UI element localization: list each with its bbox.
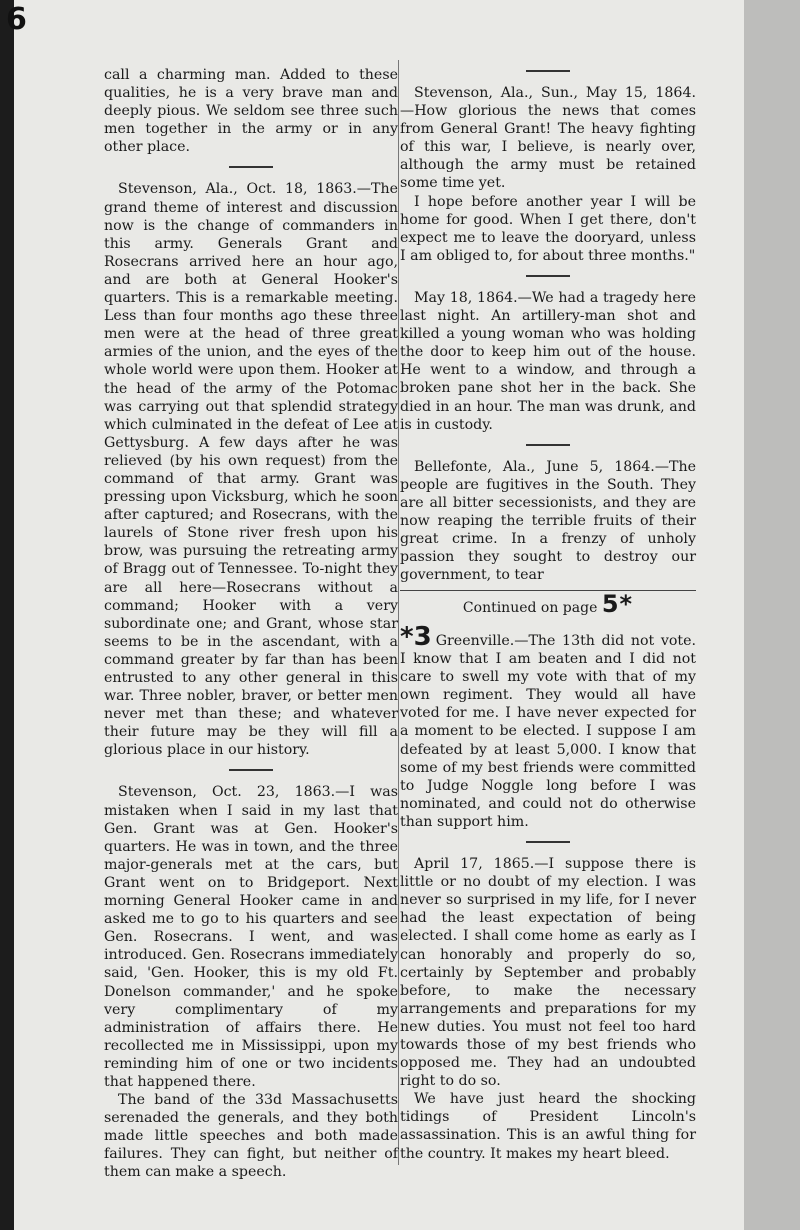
right-top-paragraph-2: I hope before another year I will be home for good. When I get there, don't expect me to leave the dooryard, unless I am obliged to, for about three months."	[400, 193, 696, 264]
section-rule	[526, 841, 570, 843]
left-paragraph-4: The band of the 33d Massachusetts serenaded the generals, and they both made little speeches and both made failures. They can fight, but neither of them can make a speech.	[104, 1092, 398, 1181]
handwritten-page-mark: 5*	[601, 590, 634, 619]
continued-label: Continued on page	[462, 600, 598, 617]
left-paragraph-1: call a charming man. Added to these qualities, he is a very brave man and deeply pious. We seldom see three such men together in the army or in any other place.	[104, 67, 398, 156]
right-top-paragraph-3: May 18, 1864.—We had a tragedy here last night. An artillery-man shot and killed a young woman who was holding the door to keep him out of the house. He went to a window, and through a broken pane shot her in the back. She died in an hour. The man was drunk, and is in custody.	[400, 289, 696, 433]
section-rule	[526, 70, 570, 72]
right-column-top-clipping	[400, 66, 696, 619]
column-divider	[398, 60, 399, 1165]
continued-line	[400, 590, 696, 617]
left-paragraph-2: Stevenson, Ala., Oct. 18, 1863.—The grand theme of interest and discussion now is the change of commanders in this army. Generals Grant and Rosecrans arrived here an hour ago, and are both at General Hooker's quarters. This is a remarkable meeting. Less than four months ago these three men were at the head of three great armies of the union, and the eyes of the whole world were upon them. Hooker at the head of the army of the Potomac was carrying out that splendid strategy which culminated in the defeat of Lee at Gettysburg. A few days after he was relieved (by his own request) from the command of that army. Grant was pressing upon Vicksburg, which he soon after captured; and Rosecrans, with the laurels of Stone river fresh upon his brow, was pursuing the retreating army of Bragg out of Tennessee. To-night they are all here—Rosecrans without a command; Hooker with a very subordinate one; and Grant, whose star seems to be in the ascendant, with a command greater by far than has been entrusted to any other general in this war. Three nobler, braver, or better men never met than these; and whatever their future may be they will fill a glorious place in our history.	[104, 181, 398, 759]
left-paragraph-3: Stevenson, Oct. 23, 1863.—I was mistaken when I said in my last that Gen. Grant was at Gen. Hooker's quarters. He was in town, and the three major-generals met at the cars, but Grant went on to Bridgeport. Next morning General Hooker came in and asked me to go to his quarters and see Gen. Rosecrans. I went, and was introduced. Gen. Rosecrans immediately said, 'Gen. Hooker, this is my old Ft. Donelson commander,' and he spoke very complimentary of my administration of affairs there. He recollected me in Mississippi, upon my reminding him of one or two incidents that happened there.	[104, 784, 398, 1090]
greenville-text: Greenville.—The 13th did not vote. I know that I am beaten and I did not care to swell my vote with that of my own regiment. They would all have voted for me. I have never expected for a moment to be elected. I suppose I am defeated by at least 5,000. I know that some of my best friends were committed to Judge Noggle long before I was nominated, and could not do otherwise than support him.	[400, 633, 696, 830]
left-column-clipping	[104, 66, 398, 1181]
section-rule	[526, 275, 570, 277]
right-top-paragraph-1: Stevenson, Ala., Sun., May 15, 1864. —How glorious the news that comes from General Grant! The heavy fighting of this war, I believe, is nearly over, although the army must be retained some time yet.	[400, 85, 696, 192]
section-rule	[229, 166, 273, 168]
section-rule	[229, 769, 273, 771]
right-column-bottom-clipping	[400, 622, 696, 1168]
right-bottom-paragraph-3: We have just heard the shocking tidings of President Lincoln's assassination. This is an awful thing for the country. It makes my heart bleed.	[400, 1091, 696, 1162]
handwritten-marker: *3	[400, 622, 432, 652]
section-rule	[526, 444, 570, 446]
right-top-paragraph-4: Bellefonte, Ala., June 5, 1864.—The people are fugitives in the South. They are all bitter secessionists, and they are now reaping the terrible fruits of their great crime. In a frenzy of unholy passion they sought to destroy our government, to tear	[400, 458, 696, 584]
page-edge-strip	[744, 0, 800, 1230]
right-bottom-paragraph-2: April 17, 1865.—I suppose there is little or no doubt of my election. I was never so surprised in my life, for I never had the least expectation of being elected. I shall come home as early as I can honorably and properly do so, certainly by September and probably before, to make the necessary arrangements and preparations for my new duties. You must not feel too hard towards those of my best friends who opposed me. They had an undoubted right to do so.	[400, 856, 696, 1090]
page-number: 6	[6, 2, 27, 37]
right-bottom-paragraph-1	[400, 622, 696, 831]
